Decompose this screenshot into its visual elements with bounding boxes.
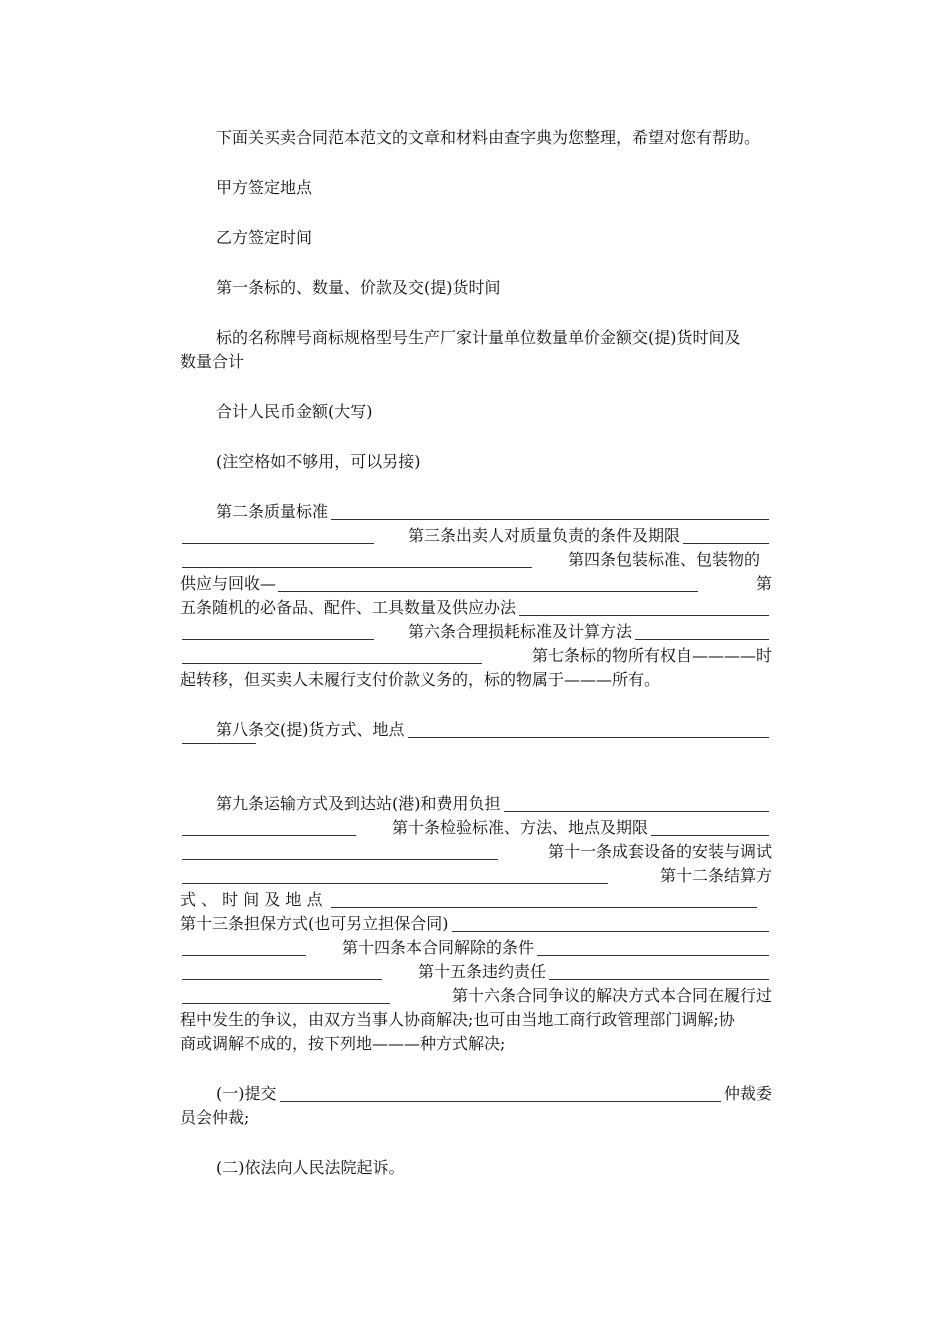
- article-10-blank: [651, 834, 769, 836]
- article-14-blank: [537, 954, 769, 956]
- article-6-label: 第六条合理损耗标准及计算方法: [408, 622, 633, 641]
- article-9-blank-cont: [182, 834, 356, 836]
- article-8-label: 第八条交(提)货方式、地点: [216, 720, 405, 739]
- article-5-label: 五条随机的必备品、配件、工具数量及供应办法: [180, 598, 517, 617]
- article-14-blank-cont: [182, 978, 382, 980]
- article-15-label: 第十五条违约责任: [418, 962, 547, 981]
- article-5-line: [180, 596, 772, 620]
- table-header-line-2: 数量合计: [180, 352, 245, 371]
- article-12-label: 第十二条结算方: [659, 866, 772, 885]
- article-15-line: [180, 960, 772, 984]
- note-line: (注空格如不够用，可以另接): [216, 452, 421, 471]
- article-10-blank-cont: [182, 858, 498, 860]
- article-16-continuation-2: 商或调解不成的，按下列地———种方式解决;: [180, 1034, 506, 1053]
- article-16-label: 第十六条合同争议的解决方式本合同在履行过: [451, 986, 772, 1005]
- article-9-blank: [504, 810, 770, 812]
- article-14-line: [180, 936, 772, 960]
- article-10-line: [180, 816, 772, 840]
- article-2-label: 第二条质量标准: [216, 502, 329, 521]
- article-5-prefix: 第: [755, 574, 772, 593]
- article-2-blank: [331, 518, 769, 520]
- article-12-line: [180, 864, 772, 888]
- article-12-blank: [331, 906, 757, 908]
- article-2-line: [216, 500, 772, 524]
- article-4b-label: 供应与回收—: [180, 574, 277, 593]
- article-12b-line: [180, 888, 772, 912]
- article-3-blank-cont: [182, 566, 532, 568]
- article-14-label: 第十四条本合同解除的条件: [342, 938, 535, 957]
- article-5-blank: [519, 614, 769, 616]
- article-13-label: 第十三条担保方式(也可另立担保合同): [180, 914, 449, 933]
- article-3-label: 第三条出卖人对质量负责的条件及期限: [408, 526, 681, 545]
- party-b-line: 乙方签定时间: [216, 228, 313, 247]
- option-1-label: (一)提交: [216, 1084, 277, 1103]
- article-12b-label: 式 、 时 间 及 地 点: [180, 890, 323, 909]
- article-13-blank-cont: [182, 954, 306, 956]
- article-4-label: 第四条包装标准、包装物的: [568, 550, 761, 569]
- article-8-blank: [408, 736, 770, 738]
- article-9-label: 第九条运输方式及到达站(港)和费用负担: [216, 794, 501, 813]
- article-2-blank-cont: [182, 542, 374, 544]
- article-5-blank-cont: [182, 638, 374, 640]
- article-15-blank: [549, 978, 769, 980]
- article-9-line: [216, 792, 772, 816]
- article-7-continuation: 起转移，但买卖人未履行支付价款义务的，标的物属于———所有。: [180, 670, 661, 689]
- article-10-label: 第十条检验标准、方法、地点及期限: [392, 818, 649, 837]
- article-11-label: 第十一条成套设备的安装与调试: [547, 842, 772, 861]
- article-13-blank: [452, 930, 770, 932]
- table-header-line-1: 标的名称牌号商标规格型号生产厂家计量单位数量单价金额交(提)货时间及: [216, 328, 741, 347]
- article-13-line: [180, 912, 772, 936]
- article-15-blank-cont: [182, 1002, 390, 1004]
- article-1-heading: 第一条标的、数量、价款及交(提)货时间: [216, 278, 501, 297]
- article-4b-line: [180, 572, 772, 596]
- article-8-line: [216, 718, 772, 742]
- article-8-blank-cont: [182, 742, 256, 744]
- option-1-suffix: 仲裁委: [723, 1084, 772, 1103]
- article-6-blank: [635, 638, 769, 640]
- article-11-blank: [182, 882, 608, 884]
- article-4-blank: [278, 590, 698, 592]
- intro-paragraph: 下面关买卖合同范本范文的文章和材料由查字典为您整理，希望对您有帮助。: [216, 128, 761, 147]
- article-7-label: 第七条标的物所有权自————时: [531, 646, 772, 665]
- article-6-line: [180, 620, 772, 644]
- article-3-blank: [683, 542, 769, 544]
- option-1-blank: [280, 1100, 721, 1102]
- article-3-line: [180, 524, 772, 548]
- article-16-continuation-1: 程中发生的争议，由双方当事人协商解决;也可由当地工商行政管理部门调解;协: [180, 1010, 735, 1029]
- party-a-line: 甲方签定地点: [216, 178, 313, 197]
- article-6-blank-cont: [182, 662, 482, 664]
- total-amount-line: 合计人民币金额(大写): [216, 402, 373, 421]
- option-1-line: [216, 1082, 772, 1106]
- article-11-line: [180, 840, 772, 864]
- article-7-line: [180, 644, 772, 668]
- article-4-line: [180, 548, 772, 572]
- option-1-continuation: 员会仲裁;: [180, 1108, 250, 1127]
- option-2-line: (二)依法向人民法院起诉。: [216, 1158, 405, 1177]
- article-8-blank-line: [180, 742, 772, 748]
- article-16-line: [180, 984, 772, 1008]
